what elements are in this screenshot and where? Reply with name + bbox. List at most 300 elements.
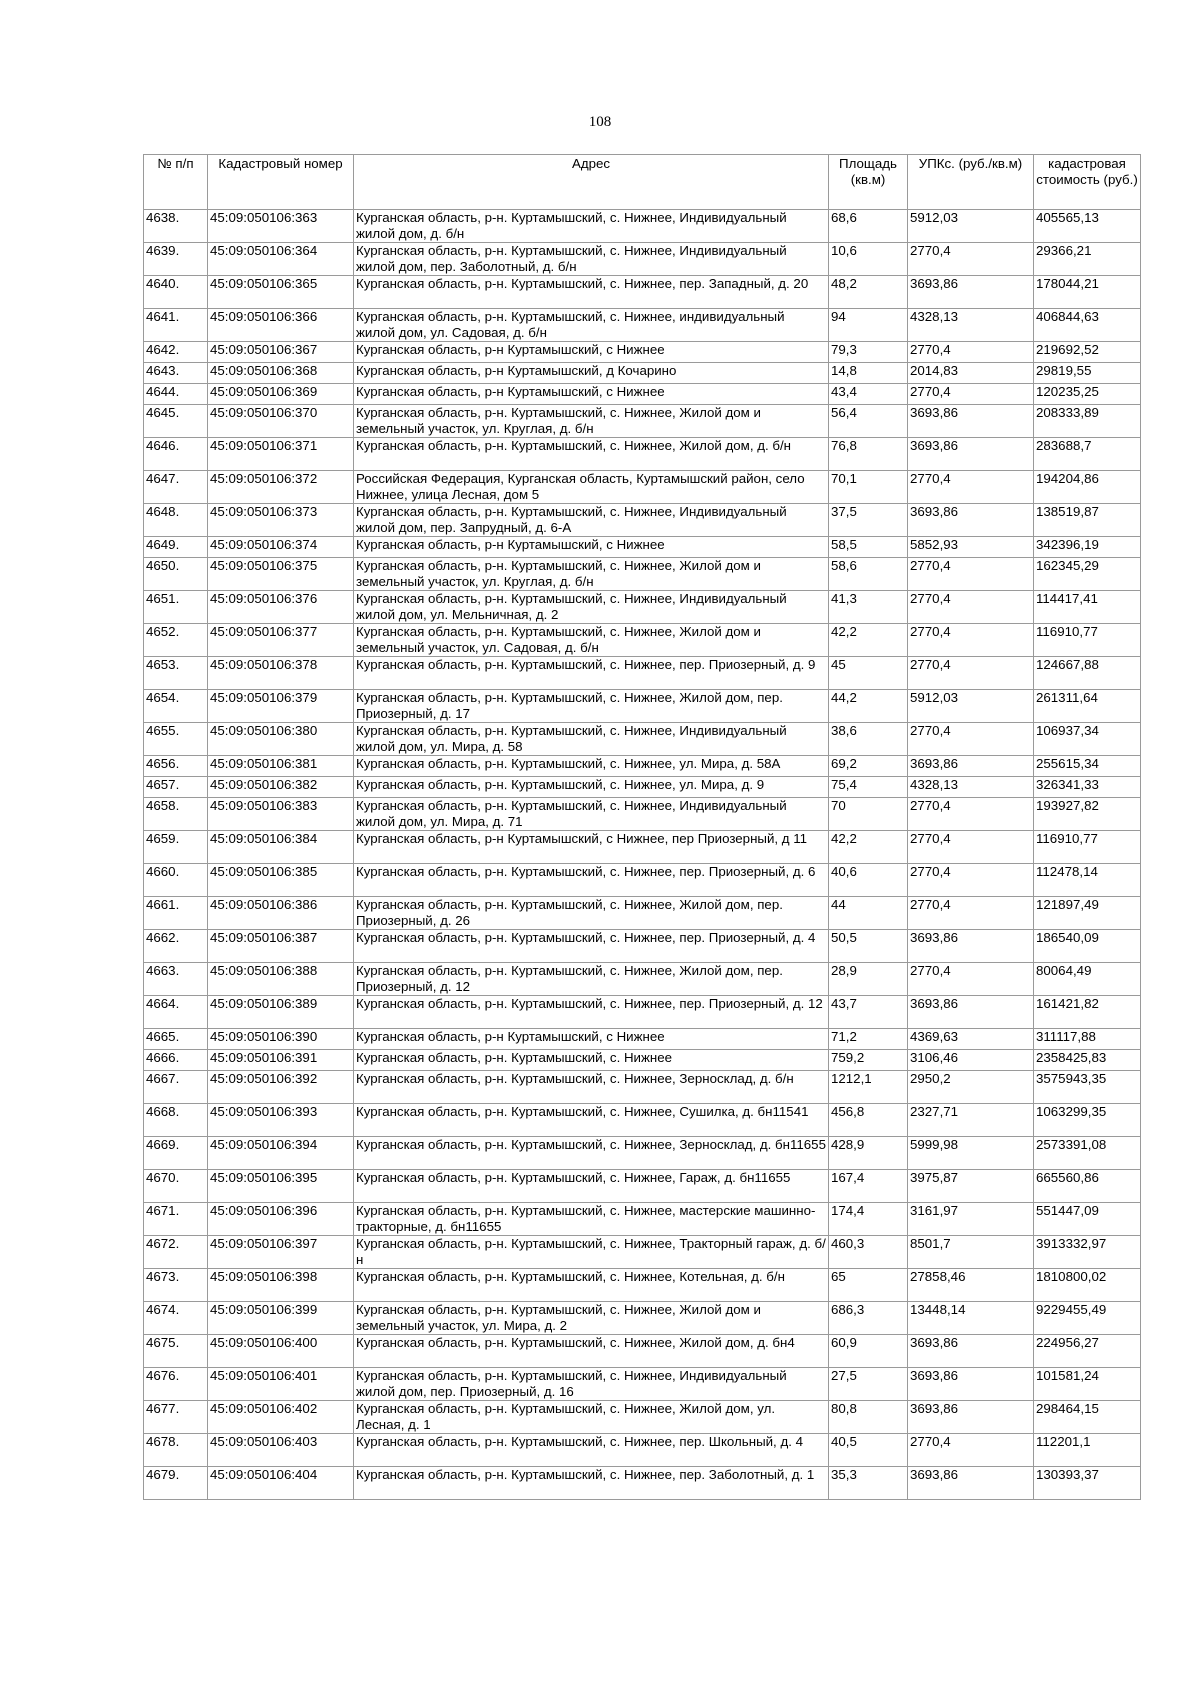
- row-number-cell: 4650.: [144, 558, 208, 591]
- upks-cell: 3161,97: [908, 1203, 1034, 1236]
- cadastral-number-cell: 45:09:050106:383: [208, 798, 354, 831]
- area-cell: 759,2: [829, 1050, 908, 1071]
- address-cell: Курганская область, р-н. Куртамышский, с. Нижнее, Жилой дом и земельный участок, ул. Круглая, д. б/н: [354, 558, 829, 591]
- header-num: № п/п: [144, 155, 208, 210]
- address-cell: Курганская область, р-н. Куртамышский, с. Нижнее, Жилой дом и земельный участок, ул. Мира, д. 2: [354, 1302, 829, 1335]
- area-cell: 45: [829, 657, 908, 690]
- cadastral-cost-cell: 121897,49: [1034, 897, 1141, 930]
- upks-cell: 5852,93: [908, 537, 1034, 558]
- row-number-cell: 4654.: [144, 690, 208, 723]
- row-number-cell: 4678.: [144, 1434, 208, 1467]
- row-number-cell: 4647.: [144, 471, 208, 504]
- area-cell: 38,6: [829, 723, 908, 756]
- row-number-cell: 4676.: [144, 1368, 208, 1401]
- area-cell: 456,8: [829, 1104, 908, 1137]
- address-cell: Курганская область, р-н. Куртамышский, с. Нижнее, пер. Приозерный, д. 9: [354, 657, 829, 690]
- upks-cell: 3693,86: [908, 930, 1034, 963]
- area-cell: 58,5: [829, 537, 908, 558]
- row-number-cell: 4675.: [144, 1335, 208, 1368]
- cadastral-cost-cell: 405565,13: [1034, 210, 1141, 243]
- address-cell: Курганская область, р-н. Куртамышский, с. Нижнее, Жилой дом, д. б/н: [354, 438, 829, 471]
- table-row: [144, 1467, 1141, 1500]
- page-number: 108: [588, 114, 612, 130]
- table-row: [144, 276, 1141, 309]
- area-cell: 428,9: [829, 1137, 908, 1170]
- address-cell: Курганская область, р-н. Куртамышский, с. Нижнее, Индивидуальный жилой дом, ул. Мира, д. 71: [354, 798, 829, 831]
- cadastral-cost-cell: 29819,55: [1034, 363, 1141, 384]
- address-cell: Курганская область, р-н. Куртамышский, с. Нижнее, пер. Заболотный, д. 1: [354, 1467, 829, 1500]
- cadastral-number-cell: 45:09:050106:390: [208, 1029, 354, 1050]
- table-row: [144, 723, 1141, 756]
- address-cell: Курганская область, р-н. Куртамышский, с. Нижнее, пер. Приозерный, д. 4: [354, 930, 829, 963]
- table-row: [144, 471, 1141, 504]
- cadastral-cost-cell: 219692,52: [1034, 342, 1141, 363]
- cadastral-number-cell: 45:09:050106:370: [208, 405, 354, 438]
- address-cell: Курганская область, р-н. Куртамышский, с. Нижнее, Индивидуальный жилой дом, пер. Приозерный, д. 16: [354, 1368, 829, 1401]
- cadastral-number-cell: 45:09:050106:385: [208, 864, 354, 897]
- upks-cell: 8501,7: [908, 1236, 1034, 1269]
- cadastral-cost-cell: 116910,77: [1034, 831, 1141, 864]
- area-cell: 44: [829, 897, 908, 930]
- cadastral-number-cell: 45:09:050106:395: [208, 1170, 354, 1203]
- cadastral-cost-cell: 342396,19: [1034, 537, 1141, 558]
- table-row: [144, 831, 1141, 864]
- address-cell: Курганская область, р-н. Куртамышский, с. Нижнее, индивидуальный жилой дом, ул. Садовая, д. б/н: [354, 309, 829, 342]
- table-row: [144, 1071, 1141, 1104]
- upks-cell: 3693,86: [908, 438, 1034, 471]
- upks-cell: 3693,86: [908, 1401, 1034, 1434]
- row-number-cell: 4670.: [144, 1170, 208, 1203]
- table-row: [144, 537, 1141, 558]
- cadastral-number-cell: 45:09:050106:378: [208, 657, 354, 690]
- row-number-cell: 4663.: [144, 963, 208, 996]
- row-number-cell: 4648.: [144, 504, 208, 537]
- table-row: [144, 1401, 1141, 1434]
- cadastral-number-cell: 45:09:050106:382: [208, 777, 354, 798]
- area-cell: 58,6: [829, 558, 908, 591]
- cadastral-number-cell: 45:09:050106:403: [208, 1434, 354, 1467]
- cadastral-number-cell: 45:09:050106:396: [208, 1203, 354, 1236]
- area-cell: 71,2: [829, 1029, 908, 1050]
- row-number-cell: 4644.: [144, 384, 208, 405]
- cadastral-cost-cell: 162345,29: [1034, 558, 1141, 591]
- address-cell: Курганская область, р-н. Куртамышский, с. Нижнее, пер. Школьный, д. 4: [354, 1434, 829, 1467]
- upks-cell: 3975,87: [908, 1170, 1034, 1203]
- address-cell: Курганская область, р-н. Куртамышский, с. Нижнее, Жилой дом и земельный участок, ул. Круглая, д. б/н: [354, 405, 829, 438]
- upks-cell: 3106,46: [908, 1050, 1034, 1071]
- row-number-cell: 4665.: [144, 1029, 208, 1050]
- cadastral-number-cell: 45:09:050106:373: [208, 504, 354, 537]
- cadastral-number-cell: 45:09:050106:374: [208, 537, 354, 558]
- upks-cell: 2770,4: [908, 1434, 1034, 1467]
- cadastral-cost-cell: 193927,82: [1034, 798, 1141, 831]
- area-cell: 1212,1: [829, 1071, 908, 1104]
- cadastral-cost-cell: 114417,41: [1034, 591, 1141, 624]
- area-cell: 65: [829, 1269, 908, 1302]
- header-cadastral: Кадастровый номер: [208, 155, 354, 210]
- area-cell: 460,3: [829, 1236, 908, 1269]
- upks-cell: 4328,13: [908, 777, 1034, 798]
- upks-cell: 3693,86: [908, 504, 1034, 537]
- table-row: [144, 405, 1141, 438]
- table-row: [144, 1434, 1141, 1467]
- header-upks: УПКс. (руб./кв.м): [908, 155, 1034, 210]
- row-number-cell: 4672.: [144, 1236, 208, 1269]
- table-row: [144, 504, 1141, 537]
- address-cell: Курганская область, р-н. Куртамышский, с. Нижнее, Котельная, д. б/н: [354, 1269, 829, 1302]
- table-row: [144, 798, 1141, 831]
- address-cell: Курганская область, р-н. Куртамышский, с. Нижнее, пер. Приозерный, д. 12: [354, 996, 829, 1029]
- table-row: [144, 1050, 1141, 1071]
- area-cell: 35,3: [829, 1467, 908, 1500]
- address-cell: Курганская область, р-н. Куртамышский, с. Нижнее, Жилой дом, пер. Приозерный, д. 12: [354, 963, 829, 996]
- address-cell: Курганская область, р-н. Куртамышский, с. Нижнее, ул. Мира, д. 58А: [354, 756, 829, 777]
- row-number-cell: 4666.: [144, 1050, 208, 1071]
- cadastral-cost-cell: 3575943,35: [1034, 1071, 1141, 1104]
- table-row: [144, 897, 1141, 930]
- cadastral-cost-cell: 186540,09: [1034, 930, 1141, 963]
- cadastral-cost-cell: 80064,49: [1034, 963, 1141, 996]
- row-number-cell: 4667.: [144, 1071, 208, 1104]
- table-row: [144, 384, 1141, 405]
- address-cell: Курганская область, р-н. Куртамышский, с. Нижнее, Тракторный гараж, д. б/н: [354, 1236, 829, 1269]
- address-cell: Курганская область, р-н Куртамышский, д Кочарино: [354, 363, 829, 384]
- table-row: [144, 1170, 1141, 1203]
- upks-cell: 5912,03: [908, 210, 1034, 243]
- upks-cell: 3693,86: [908, 756, 1034, 777]
- upks-cell: 2327,71: [908, 1104, 1034, 1137]
- table-row: [144, 558, 1141, 591]
- row-number-cell: 4651.: [144, 591, 208, 624]
- address-cell: Курганская область, р-н Куртамышский, с Нижнее: [354, 342, 829, 363]
- upks-cell: 2770,4: [908, 624, 1034, 657]
- header-area: Площадь (кв.м): [829, 155, 908, 210]
- cadastral-cost-cell: 112201,1: [1034, 1434, 1141, 1467]
- cadastral-number-cell: 45:09:050106:380: [208, 723, 354, 756]
- row-number-cell: 4649.: [144, 537, 208, 558]
- cadastral-number-cell: 45:09:050106:364: [208, 243, 354, 276]
- row-number-cell: 4655.: [144, 723, 208, 756]
- table-row: [144, 1236, 1141, 1269]
- cadastral-number-cell: 45:09:050106:388: [208, 963, 354, 996]
- cadastral-number-cell: 45:09:050106:376: [208, 591, 354, 624]
- cadastral-number-cell: 45:09:050106:369: [208, 384, 354, 405]
- row-number-cell: 4671.: [144, 1203, 208, 1236]
- row-number-cell: 4662.: [144, 930, 208, 963]
- row-number-cell: 4661.: [144, 897, 208, 930]
- row-number-cell: 4664.: [144, 996, 208, 1029]
- row-number-cell: 4658.: [144, 798, 208, 831]
- address-cell: Курганская область, р-н. Куртамышский, с. Нижнее, Зерносклад, д. бн11655: [354, 1137, 829, 1170]
- row-number-cell: 4653.: [144, 657, 208, 690]
- table-row: [144, 690, 1141, 723]
- upks-cell: 4369,63: [908, 1029, 1034, 1050]
- area-cell: 42,2: [829, 831, 908, 864]
- upks-cell: 3693,86: [908, 996, 1034, 1029]
- area-cell: 14,8: [829, 363, 908, 384]
- address-cell: Курганская область, р-н Куртамышский, с Нижнее, пер Приозерный, д 11: [354, 831, 829, 864]
- row-number-cell: 4646.: [144, 438, 208, 471]
- address-cell: Курганская область, р-н. Куртамышский, с. Нижнее, Зерносклад, д. б/н: [354, 1071, 829, 1104]
- address-cell: Курганская область, р-н. Куртамышский, с. Нижнее: [354, 1050, 829, 1071]
- cadastral-table: [143, 154, 1141, 1500]
- cadastral-cost-cell: 112478,14: [1034, 864, 1141, 897]
- address-cell: Курганская область, р-н. Куртамышский, с. Нижнее, Индивидуальный жилой дом, ул. Мира, д. 58: [354, 723, 829, 756]
- upks-cell: 3693,86: [908, 1368, 1034, 1401]
- cadastral-number-cell: 45:09:050106:379: [208, 690, 354, 723]
- table-row: [144, 309, 1141, 342]
- header-cost: кадастровая стоимость (руб.): [1034, 155, 1141, 210]
- area-cell: 94: [829, 309, 908, 342]
- cadastral-number-cell: 45:09:050106:365: [208, 276, 354, 309]
- cadastral-number-cell: 45:09:050106:384: [208, 831, 354, 864]
- area-cell: 48,2: [829, 276, 908, 309]
- cadastral-number-cell: 45:09:050106:363: [208, 210, 354, 243]
- cadastral-number-cell: 45:09:050106:372: [208, 471, 354, 504]
- row-number-cell: 4641.: [144, 309, 208, 342]
- table-row: [144, 996, 1141, 1029]
- table-row: [144, 1368, 1141, 1401]
- table-row: [144, 591, 1141, 624]
- upks-cell: 13448,14: [908, 1302, 1034, 1335]
- cadastral-number-cell: 45:09:050106:397: [208, 1236, 354, 1269]
- table-row: [144, 1269, 1141, 1302]
- cadastral-number-cell: 45:09:050106:367: [208, 342, 354, 363]
- area-cell: 40,6: [829, 864, 908, 897]
- upks-cell: 2770,4: [908, 591, 1034, 624]
- cadastral-cost-cell: 298464,15: [1034, 1401, 1141, 1434]
- upks-cell: 3693,86: [908, 276, 1034, 309]
- upks-cell: 3693,86: [908, 1467, 1034, 1500]
- table-row: [144, 1335, 1141, 1368]
- row-number-cell: 4677.: [144, 1401, 208, 1434]
- cadastral-cost-cell: 120235,25: [1034, 384, 1141, 405]
- cadastral-number-cell: 45:09:050106:377: [208, 624, 354, 657]
- area-cell: 80,8: [829, 1401, 908, 1434]
- cadastral-cost-cell: 124667,88: [1034, 657, 1141, 690]
- address-cell: Курганская область, р-н. Куртамышский, с. Нижнее, Индивидуальный жилой дом, д. б/н: [354, 210, 829, 243]
- row-number-cell: 4652.: [144, 624, 208, 657]
- cadastral-cost-cell: 130393,37: [1034, 1467, 1141, 1500]
- cadastral-cost-cell: 406844,63: [1034, 309, 1141, 342]
- area-cell: 70: [829, 798, 908, 831]
- cadastral-number-cell: 45:09:050106:402: [208, 1401, 354, 1434]
- address-cell: Курганская область, р-н Куртамышский, с Нижнее: [354, 537, 829, 558]
- table-row: [144, 657, 1141, 690]
- table-row: [144, 777, 1141, 798]
- upks-cell: 2770,4: [908, 657, 1034, 690]
- address-cell: Российская Федерация, Курганская область, Куртамышский район, село Нижнее, улица Лесная, дом 5: [354, 471, 829, 504]
- upks-cell: 2950,2: [908, 1071, 1034, 1104]
- area-cell: 174,4: [829, 1203, 908, 1236]
- cadastral-cost-cell: 101581,24: [1034, 1368, 1141, 1401]
- row-number-cell: 4674.: [144, 1302, 208, 1335]
- address-cell: Курганская область, р-н. Куртамышский, с. Нижнее, Индивидуальный жилой дом, ул. Мельничная, д. 2: [354, 591, 829, 624]
- cadastral-cost-cell: 326341,33: [1034, 777, 1141, 798]
- upks-cell: 2770,4: [908, 471, 1034, 504]
- table-row: [144, 1203, 1141, 1236]
- area-cell: 60,9: [829, 1335, 908, 1368]
- upks-cell: 2770,4: [908, 864, 1034, 897]
- cadastral-number-cell: 45:09:050106:393: [208, 1104, 354, 1137]
- table-row: [144, 756, 1141, 777]
- area-cell: 41,3: [829, 591, 908, 624]
- cadastral-cost-cell: 9229455,49: [1034, 1302, 1141, 1335]
- address-cell: Курганская область, р-н. Куртамышский, с. Нижнее, Сушилка, д. бн11541: [354, 1104, 829, 1137]
- header-address: Адрес: [354, 155, 829, 210]
- row-number-cell: 4668.: [144, 1104, 208, 1137]
- table-row: [144, 438, 1141, 471]
- upks-cell: 2770,4: [908, 831, 1034, 864]
- address-cell: Курганская область, р-н. Куртамышский, с. Нижнее, пер. Западный, д. 20: [354, 276, 829, 309]
- table-row: [144, 930, 1141, 963]
- area-cell: 37,5: [829, 504, 908, 537]
- cadastral-number-cell: 45:09:050106:387: [208, 930, 354, 963]
- cadastral-cost-cell: 255615,34: [1034, 756, 1141, 777]
- area-cell: 10,6: [829, 243, 908, 276]
- cadastral-cost-cell: 138519,87: [1034, 504, 1141, 537]
- cadastral-number-cell: 45:09:050106:399: [208, 1302, 354, 1335]
- cadastral-number-cell: 45:09:050106:381: [208, 756, 354, 777]
- table-row: [144, 1104, 1141, 1137]
- area-cell: 40,5: [829, 1434, 908, 1467]
- row-number-cell: 4645.: [144, 405, 208, 438]
- area-cell: 70,1: [829, 471, 908, 504]
- table-row: [144, 864, 1141, 897]
- area-cell: 42,2: [829, 624, 908, 657]
- cadastral-number-cell: 45:09:050106:368: [208, 363, 354, 384]
- cadastral-cost-cell: 283688,7: [1034, 438, 1141, 471]
- table-row: [144, 210, 1141, 243]
- cadastral-cost-cell: 194204,86: [1034, 471, 1141, 504]
- cadastral-number-cell: 45:09:050106:392: [208, 1071, 354, 1104]
- upks-cell: 2770,4: [908, 558, 1034, 591]
- address-cell: Курганская область, р-н. Куртамышский, с. Нижнее, Гараж, д. бн11655: [354, 1170, 829, 1203]
- table-row: [144, 363, 1141, 384]
- table-row: [144, 342, 1141, 363]
- cadastral-cost-cell: 178044,21: [1034, 276, 1141, 309]
- cadastral-number-cell: 45:09:050106:404: [208, 1467, 354, 1500]
- address-cell: Курганская область, р-н Куртамышский, с Нижнее: [354, 1029, 829, 1050]
- row-number-cell: 4640.: [144, 276, 208, 309]
- upks-cell: 2770,4: [908, 897, 1034, 930]
- cadastral-number-cell: 45:09:050106:391: [208, 1050, 354, 1071]
- area-cell: 44,2: [829, 690, 908, 723]
- address-cell: Курганская область, р-н. Куртамышский, с. Нижнее, пер. Приозерный, д. 6: [354, 864, 829, 897]
- row-number-cell: 4642.: [144, 342, 208, 363]
- area-cell: 43,4: [829, 384, 908, 405]
- cadastral-number-cell: 45:09:050106:400: [208, 1335, 354, 1368]
- cadastral-cost-cell: 208333,89: [1034, 405, 1141, 438]
- row-number-cell: 4643.: [144, 363, 208, 384]
- upks-cell: 27858,46: [908, 1269, 1034, 1302]
- cadastral-cost-cell: 261311,64: [1034, 690, 1141, 723]
- area-cell: 76,8: [829, 438, 908, 471]
- address-cell: Курганская область, р-н. Куртамышский, с. Нижнее, Жилой дом, пер. Приозерный, д. 26: [354, 897, 829, 930]
- row-number-cell: 4656.: [144, 756, 208, 777]
- row-number-cell: 4659.: [144, 831, 208, 864]
- address-cell: Курганская область, р-н. Куртамышский, с. Нижнее, Жилой дом, ул. Лесная, д. 1: [354, 1401, 829, 1434]
- upks-cell: 5912,03: [908, 690, 1034, 723]
- cadastral-number-cell: 45:09:050106:394: [208, 1137, 354, 1170]
- area-cell: 28,9: [829, 963, 908, 996]
- cadastral-cost-cell: 161421,82: [1034, 996, 1141, 1029]
- cadastral-cost-cell: 311117,88: [1034, 1029, 1141, 1050]
- cadastral-number-cell: 45:09:050106:375: [208, 558, 354, 591]
- row-number-cell: 4660.: [144, 864, 208, 897]
- table-row: [144, 243, 1141, 276]
- cadastral-cost-cell: 106937,34: [1034, 723, 1141, 756]
- upks-cell: 2770,4: [908, 963, 1034, 996]
- row-number-cell: 4639.: [144, 243, 208, 276]
- table-row: [144, 624, 1141, 657]
- area-cell: 69,2: [829, 756, 908, 777]
- address-cell: Курганская область, р-н Куртамышский, с Нижнее: [354, 384, 829, 405]
- cadastral-cost-cell: 29366,21: [1034, 243, 1141, 276]
- cadastral-number-cell: 45:09:050106:398: [208, 1269, 354, 1302]
- table-row: [144, 963, 1141, 996]
- cadastral-number-cell: 45:09:050106:366: [208, 309, 354, 342]
- cadastral-number-cell: 45:09:050106:401: [208, 1368, 354, 1401]
- cadastral-cost-cell: 116910,77: [1034, 624, 1141, 657]
- cadastral-cost-cell: 1063299,35: [1034, 1104, 1141, 1137]
- cadastral-cost-cell: 665560,86: [1034, 1170, 1141, 1203]
- address-cell: Курганская область, р-н. Куртамышский, с. Нижнее, Жилой дом и земельный участок, ул. Садовая, д. б/н: [354, 624, 829, 657]
- cadastral-cost-cell: 2358425,83: [1034, 1050, 1141, 1071]
- upks-cell: 2770,4: [908, 798, 1034, 831]
- address-cell: Курганская область, р-н. Куртамышский, с. Нижнее, мастерские машинно-тракторные, д. бн11655: [354, 1203, 829, 1236]
- upks-cell: 2770,4: [908, 384, 1034, 405]
- table-row: [144, 1029, 1141, 1050]
- area-cell: 50,5: [829, 930, 908, 963]
- row-number-cell: 4679.: [144, 1467, 208, 1500]
- table-row: [144, 1302, 1141, 1335]
- row-number-cell: 4657.: [144, 777, 208, 798]
- upks-cell: 3693,86: [908, 405, 1034, 438]
- area-cell: 56,4: [829, 405, 908, 438]
- area-cell: 167,4: [829, 1170, 908, 1203]
- upks-cell: 4328,13: [908, 309, 1034, 342]
- cadastral-cost-cell: 2573391,08: [1034, 1137, 1141, 1170]
- upks-cell: 2014,83: [908, 363, 1034, 384]
- cadastral-number-cell: 45:09:050106:386: [208, 897, 354, 930]
- address-cell: Курганская область, р-н. Куртамышский, с. Нижнее, ул. Мира, д. 9: [354, 777, 829, 798]
- address-cell: Курганская область, р-н. Куртамышский, с. Нижнее, Индивидуальный жилой дом, пер. Заболотный, д. б/н: [354, 243, 829, 276]
- cadastral-cost-cell: 3913332,97: [1034, 1236, 1141, 1269]
- row-number-cell: 4669.: [144, 1137, 208, 1170]
- table-header-row: [144, 155, 1141, 210]
- upks-cell: 2770,4: [908, 243, 1034, 276]
- address-cell: Курганская область, р-н. Куртамышский, с. Нижнее, Жилой дом, пер. Приозерный, д. 17: [354, 690, 829, 723]
- upks-cell: 2770,4: [908, 723, 1034, 756]
- upks-cell: 5999,98: [908, 1137, 1034, 1170]
- address-cell: Курганская область, р-н. Куртамышский, с. Нижнее, Индивидуальный жилой дом, пер. Запрудный, д. 6-А: [354, 504, 829, 537]
- cadastral-cost-cell: 224956,27: [1034, 1335, 1141, 1368]
- cadastral-number-cell: 45:09:050106:371: [208, 438, 354, 471]
- row-number-cell: 4673.: [144, 1269, 208, 1302]
- area-cell: 68,6: [829, 210, 908, 243]
- upks-cell: 3693,86: [908, 1335, 1034, 1368]
- cadastral-cost-cell: 551447,09: [1034, 1203, 1141, 1236]
- area-cell: 43,7: [829, 996, 908, 1029]
- area-cell: 75,4: [829, 777, 908, 798]
- cadastral-number-cell: 45:09:050106:389: [208, 996, 354, 1029]
- area-cell: 686,3: [829, 1302, 908, 1335]
- table-row: [144, 1137, 1141, 1170]
- upks-cell: 2770,4: [908, 342, 1034, 363]
- area-cell: 27,5: [829, 1368, 908, 1401]
- cadastral-cost-cell: 1810800,02: [1034, 1269, 1141, 1302]
